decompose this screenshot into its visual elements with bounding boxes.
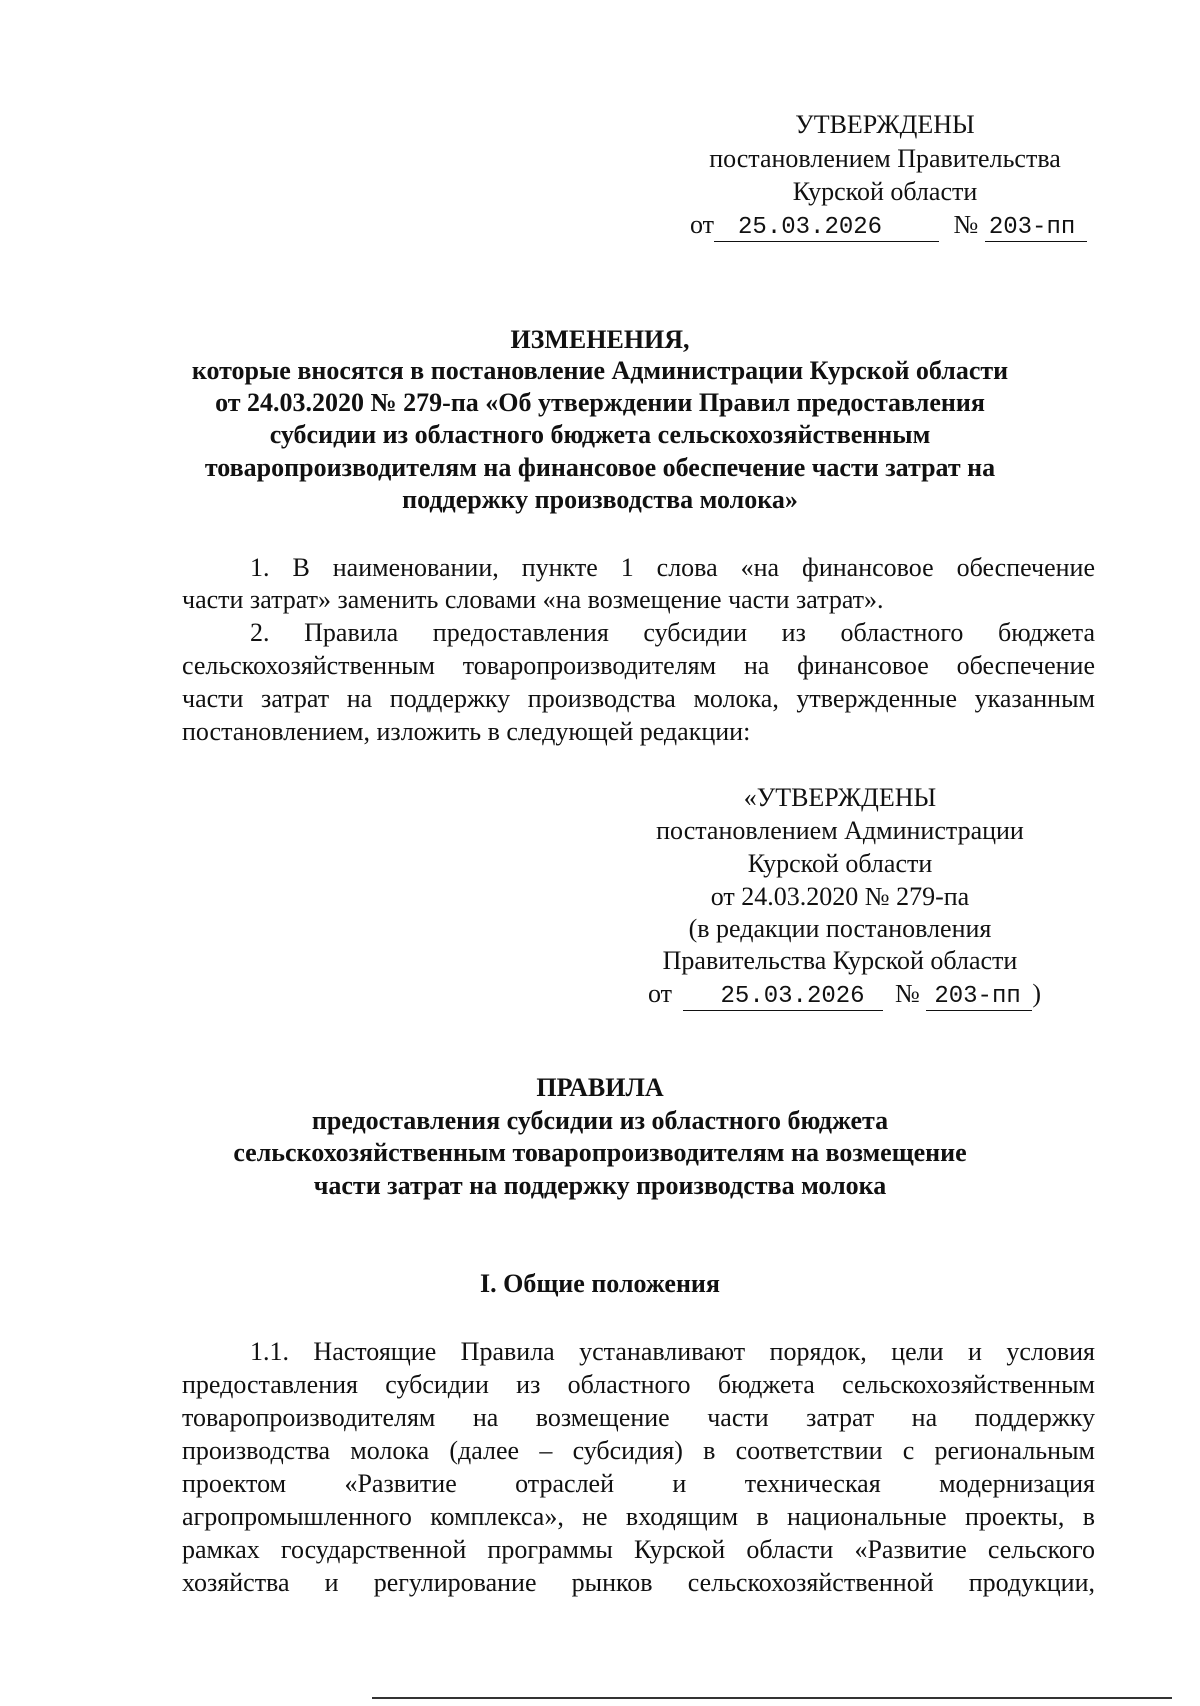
approval-date-line [690, 210, 1087, 242]
section-1-line: проектом «Развитие отраслей и техническая модернизация [182, 1469, 1095, 1498]
section-heading: I. Общие положения [480, 1269, 720, 1298]
quoted-approval-date: 25.03.2026 [683, 984, 883, 1011]
quoted-approval-line: от 24.03.2020 № 279-па [710, 882, 970, 911]
paragraph-2-line: части затрат на поддержку производства молока, утвержденные указанным [182, 684, 1095, 713]
paragraph-1-line: части затрат» заменить словами «на возмещение части затрат». [182, 585, 884, 614]
paragraph-2-line: сельскохозяйственным товаропроизводителям на финансовое обеспечение [182, 651, 1095, 680]
quoted-approval-line: Курской области [747, 849, 933, 878]
changes-title-line: от 24.03.2020 № 279-па «Об утверждении Правил предоставления [215, 388, 985, 417]
changes-heading: ИЗМЕНЕНИЯ, [510, 325, 690, 354]
rules-title-line: предоставления субсидии из областного бюджета [311, 1106, 889, 1135]
quoted-approval-line: «УТВЕРЖДЕНЫ [743, 783, 937, 812]
number-prefix: № [895, 979, 920, 1008]
section-1-line: агропромышленного комплекса», не входящим в национальные проекты, в [182, 1502, 1095, 1531]
rules-heading: ПРАВИЛА [536, 1073, 664, 1102]
approval-date: 25.03.2026 [714, 215, 939, 242]
section-1-line: производства молока (далее – субсидия) в соответствии с региональным [182, 1436, 1095, 1465]
closing-parenthesis: ) [1032, 979, 1042, 1008]
changes-title-line: товаропроизводителям на финансовое обеспечение части затрат на [204, 453, 996, 482]
paragraph-1-line: 1. В наименовании, пункте 1 слова «на финансовое обеспечение [250, 553, 1095, 582]
date-prefix: от [648, 979, 673, 1008]
approval-title: УТВЕРЖДЕНЫ [795, 110, 975, 139]
quoted-approval-line: постановлением Администрации [656, 816, 1024, 845]
section-1-line: 1.1. Настоящие Правила устанавливают порядок, цели и условия [250, 1337, 1095, 1366]
approval-line-2: постановлением Правительства [709, 144, 1061, 173]
approval-line-3: Курской области [792, 177, 978, 206]
rules-title-line: части затрат на поддержку производства молока [313, 1171, 887, 1200]
rules-title-line: сельскохозяйственным товаропроизводителям на возмещение [233, 1138, 967, 1167]
changes-title-line: поддержку производства молока» [402, 485, 798, 514]
approval-number: 203-пп [985, 215, 1087, 242]
paragraph-2-line: постановлением, изложить в следующей редакции: [182, 717, 751, 746]
date-prefix: от [690, 210, 715, 239]
section-1-line: хозяйства и регулирование рынков сельскохозяйственной продукции, [182, 1568, 1095, 1597]
changes-title-line: которые вносятся в постановление Администрации Курской области [191, 356, 1009, 385]
quoted-approval-line: (в редакции постановления [688, 914, 992, 943]
changes-title-line: субсидии из областного бюджета сельскохозяйственным [269, 420, 931, 449]
section-1-line: товаропроизводителям на возмещение части затрат на поддержку [182, 1403, 1095, 1432]
paragraph-2-line: 2. Правила предоставления субсидии из областного бюджета [250, 618, 1095, 647]
section-1-line: рамках государственной программы Курской области «Развитие сельского [182, 1535, 1095, 1564]
quoted-approval-line: Правительства Курской области [662, 946, 1018, 975]
quoted-approval-number: 203-пп [926, 984, 1032, 1011]
section-1-line: предоставления субсидии из областного бюджета сельскохозяйственным [182, 1370, 1095, 1399]
page-bottom-rule [372, 1697, 1172, 1699]
number-prefix: № [953, 210, 979, 239]
quoted-approval-date-line [648, 979, 1041, 1011]
